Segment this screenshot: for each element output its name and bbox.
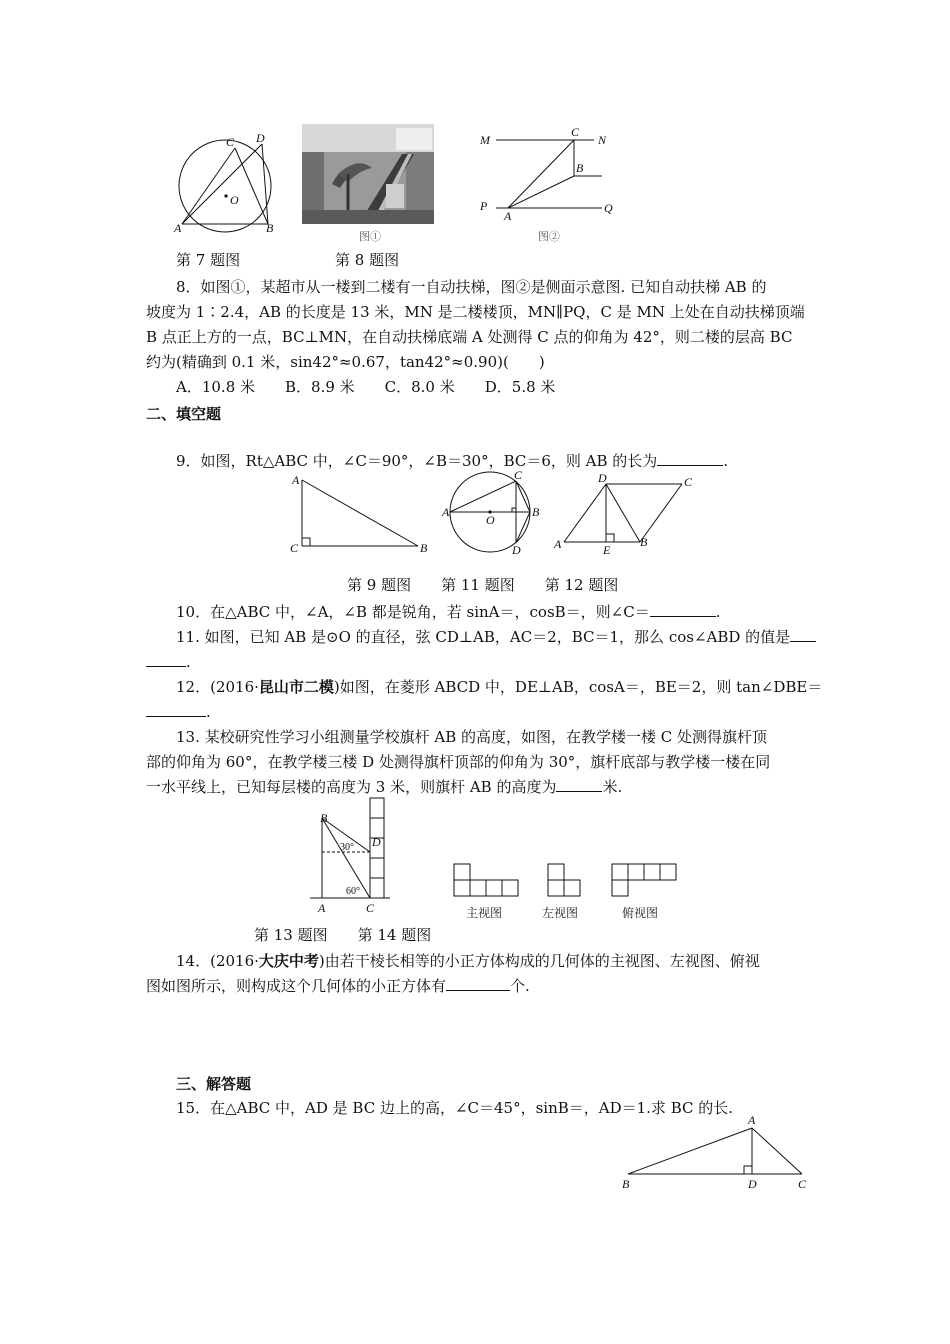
- question-10: 10．在△ABC 中，∠A，∠B 都是锐角，若 sinA＝，cosB＝，则∠C＝ .: [176, 603, 721, 621]
- label-A: A: [174, 221, 182, 235]
- figure-13-flagpole-diagram: [306, 796, 410, 920]
- question-15: 15．在△ABC 中，AD 是 BC 边上的高，∠C＝45°，sinB＝，AD＝1.求 BC 的长.: [176, 1099, 734, 1117]
- caption-figures-13-14: 第 13 题图 第 14 题图: [254, 926, 432, 944]
- figure-15-triangle: [616, 1114, 816, 1194]
- escalator-photo: [302, 124, 434, 224]
- section-fill-in-heading: 二、填空题: [146, 405, 222, 423]
- label-A: A: [318, 901, 326, 915]
- label-B: B: [640, 535, 648, 549]
- question-8-line-1: 8．如图①，某超市从一楼到二楼有一自动扶梯，图②是侧面示意图. 已知自动扶梯 AB 的: [176, 278, 767, 296]
- caption-figure-7: 第 7 题图: [176, 251, 241, 269]
- answer-blank: [446, 976, 510, 991]
- section-solution-heading: 三、解答题: [176, 1075, 252, 1093]
- question-11-line-1: [176, 627, 816, 647]
- figure-9-right-triangle: [288, 470, 438, 558]
- label-Q: Q: [604, 201, 613, 215]
- label-N: N: [598, 133, 607, 147]
- question-13-line-3: 一水平线上，已知每层楼的高度为 3 米，则旗杆 AB 的高度为 米.: [146, 778, 623, 796]
- label-B: B: [622, 1177, 630, 1191]
- answer-blank: [650, 602, 716, 617]
- label-D: D: [748, 1177, 757, 1191]
- caption-top-view: 俯视图: [622, 906, 659, 920]
- label-B: B: [266, 221, 274, 235]
- label-C: C: [684, 475, 693, 489]
- label-angle-30: 30°: [340, 842, 354, 853]
- label-C: C: [571, 125, 580, 139]
- answer-blank: [556, 777, 602, 792]
- question-9-text: 9．如图，Rt△ABC 中，∠C＝90°，∠B＝30°，BC＝6，则 AB 的长为: [176, 452, 658, 470]
- label-C: C: [514, 468, 523, 482]
- question-14-source: 大庆中考: [258, 952, 319, 970]
- answer-blank: [790, 627, 816, 642]
- answer-blank: [657, 451, 723, 466]
- label-C: C: [366, 901, 375, 915]
- caption-figures-9-11-12: 第 9 题图 第 11 题图 第 12 题图: [347, 576, 619, 594]
- label-angle-60: 60°: [346, 886, 360, 897]
- question-14-line-1: 14．(2016·大庆中考)由若干棱长相等的小正方体构成的几何体的主视图、左视图、俯视: [176, 952, 760, 970]
- label-E: E: [603, 543, 611, 556]
- figure-14-top-view: [610, 862, 682, 900]
- label-A: A: [554, 537, 562, 551]
- figure-14-left-view: [546, 862, 586, 900]
- label-D: D: [512, 543, 521, 556]
- caption-left-view: 左视图: [542, 906, 579, 920]
- label-A: A: [748, 1114, 756, 1127]
- label-B: B: [420, 541, 428, 555]
- question-11-line-2: .: [146, 652, 191, 672]
- label-A: A: [442, 505, 450, 519]
- question-8-line-3: B 点正上方的一点，BC⊥MN，在自动扶梯底端 A 处测得 C 点的仰角为 42°，则二楼的层高 BC: [146, 328, 793, 346]
- label-P: P: [480, 199, 488, 213]
- caption-figure-8-image-1: 图①: [359, 230, 381, 243]
- figure-14-front-view: [452, 862, 524, 900]
- figure-7-circle-diagram: [170, 128, 280, 240]
- question-10-text: 10．在△ABC 中，∠A，∠B 都是锐角，若 sinA＝，cosB＝，则∠C＝: [176, 603, 650, 621]
- label-B: B: [532, 505, 540, 519]
- label-D: D: [372, 835, 381, 849]
- label-D: D: [256, 131, 265, 145]
- label-M: M: [480, 133, 490, 147]
- question-11-text: 11. 如图，已知 AB 是⊙O 的直径，弦 CD⊥AB，AC＝2，BC＝1，那么 cos∠ABD 的值是: [176, 628, 791, 646]
- figure-11-circle-diagram: [440, 468, 544, 556]
- label-O: O: [230, 193, 239, 207]
- caption-figure-8-image-2: 图②: [538, 230, 560, 243]
- label-O: O: [486, 513, 495, 527]
- label-A: A: [292, 473, 300, 487]
- question-12-line-2: .: [146, 702, 211, 722]
- question-9: 9．如图，Rt△ABC 中，∠C＝90°，∠B＝30°，BC＝6，则 AB 的长为 .: [176, 452, 729, 470]
- question-8-line-4: 约为(精确到 0.1 米，sin42°≈0.67，tan42°≈0.90)( ): [146, 353, 545, 371]
- label-A: A: [504, 209, 512, 223]
- label-C: C: [290, 541, 299, 555]
- answer-blank-continued: [146, 652, 186, 667]
- figure-8-side-view-diagram: [474, 124, 624, 224]
- question-13-line-1: 13. 某校研究性学习小组测量学校旗杆 AB 的高度，如图，在教学楼一楼 C 处测得旗杆顶: [176, 728, 768, 746]
- question-13-line-2: 部的仰角为 60°，在教学楼三楼 D 处测得旗杆顶部的仰角为 30°，旗杆底部与教学楼一楼在同: [146, 753, 771, 771]
- caption-figure-8: 第 8 题图: [335, 251, 400, 269]
- label-D: D: [598, 471, 607, 485]
- label-B: B: [576, 161, 584, 175]
- question-8-line-2: 坡度为 1∶2.4，AB 的长度是 13 米，MN 是二楼楼顶，MN∥PQ，C 是 MN 上处在自动扶梯顶端: [146, 303, 805, 321]
- label-C: C: [226, 135, 235, 149]
- answer-blank: [146, 702, 206, 717]
- question-12-line-1: 12．(2016·昆山市二模)如图，在菱形 ABCD 中，DE⊥AB，cosA＝，BE＝2，则 tan∠DBE＝: [176, 678, 823, 696]
- label-B: B: [320, 811, 328, 825]
- question-12-source: 昆山市二模: [258, 678, 334, 696]
- label-C: C: [798, 1177, 807, 1191]
- question-8-options: A．10.8 米 B．8.9 米 C．8.0 米 D．5.8 米: [176, 378, 556, 396]
- question-14-line-2: 图如图所示，则构成这个几何体的小正方体有 个.: [146, 977, 530, 995]
- caption-front-view: 主视图: [466, 906, 503, 920]
- figure-12-rhombus: [548, 470, 698, 556]
